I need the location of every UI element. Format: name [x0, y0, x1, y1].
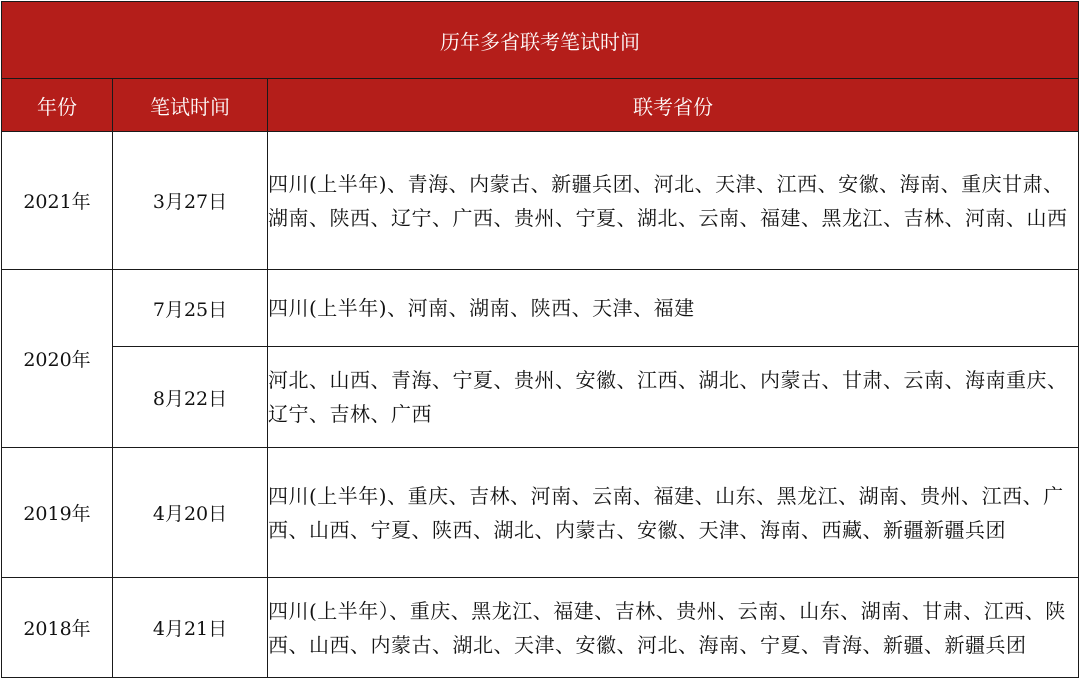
year-cell: 2020年	[2, 270, 113, 448]
table-row	[2, 448, 1079, 578]
provinces-cell: 四川(上半年）、重庆、黑龙江、福建、吉林、贵州、云南、山东、湖南、甘肃、江西、陕西、山西、内蒙古、湖北、天津、安徽、河北、海南、宁夏、青海、新疆、新疆兵团	[268, 578, 1079, 678]
provinces-cell: 河北、山西、青海、宁夏、贵州、安徽、江西、湖北、内蒙古、甘肃、云南、海南重庆、辽宁、吉林、广西	[268, 347, 1079, 448]
table-title-row	[2, 2, 1079, 79]
exam-date-cell: 7月25日	[113, 270, 268, 347]
table-row	[2, 578, 1079, 678]
year-cell: 2018年	[2, 578, 113, 678]
exam-date-cell: 8月22日	[113, 347, 268, 448]
exam-date-cell: 3月27日	[113, 132, 268, 270]
provinces-cell: 四川(上半年)、河南、湖南、陕西、天津、福建	[268, 270, 1079, 347]
exam-schedule-table	[1, 1, 1079, 678]
exam-date-cell: 4月20日	[113, 448, 268, 578]
year-cell: 2019年	[2, 448, 113, 578]
table-row	[2, 347, 1079, 448]
year-cell: 2021年	[2, 132, 113, 270]
header-exam-date: 笔试时间	[113, 79, 268, 132]
provinces-cell: 四川(上半年)、青海、内蒙古、新疆兵团、河北、天津、江西、安徽、海南、重庆甘肃、湖南、陕西、辽宁、广西、贵州、宁夏、湖北、云南、福建、黑龙江、吉林、河南、山西	[268, 132, 1079, 270]
table-row	[2, 270, 1079, 347]
table-header-row	[2, 79, 1079, 132]
header-year: 年份	[2, 79, 113, 132]
header-provinces: 联考省份	[268, 79, 1079, 132]
table-row	[2, 132, 1079, 270]
exam-date-cell: 4月21日	[113, 578, 268, 678]
table-title: 历年多省联考笔试时间	[2, 2, 1079, 79]
provinces-cell: 四川(上半年)、重庆、吉林、河南、云南、福建、山东、黑龙江、湖南、贵州、江西、广西、山西、宁夏、陕西、湖北、内蒙古、安徽、天津、海南、西藏、新疆新疆兵团	[268, 448, 1079, 578]
